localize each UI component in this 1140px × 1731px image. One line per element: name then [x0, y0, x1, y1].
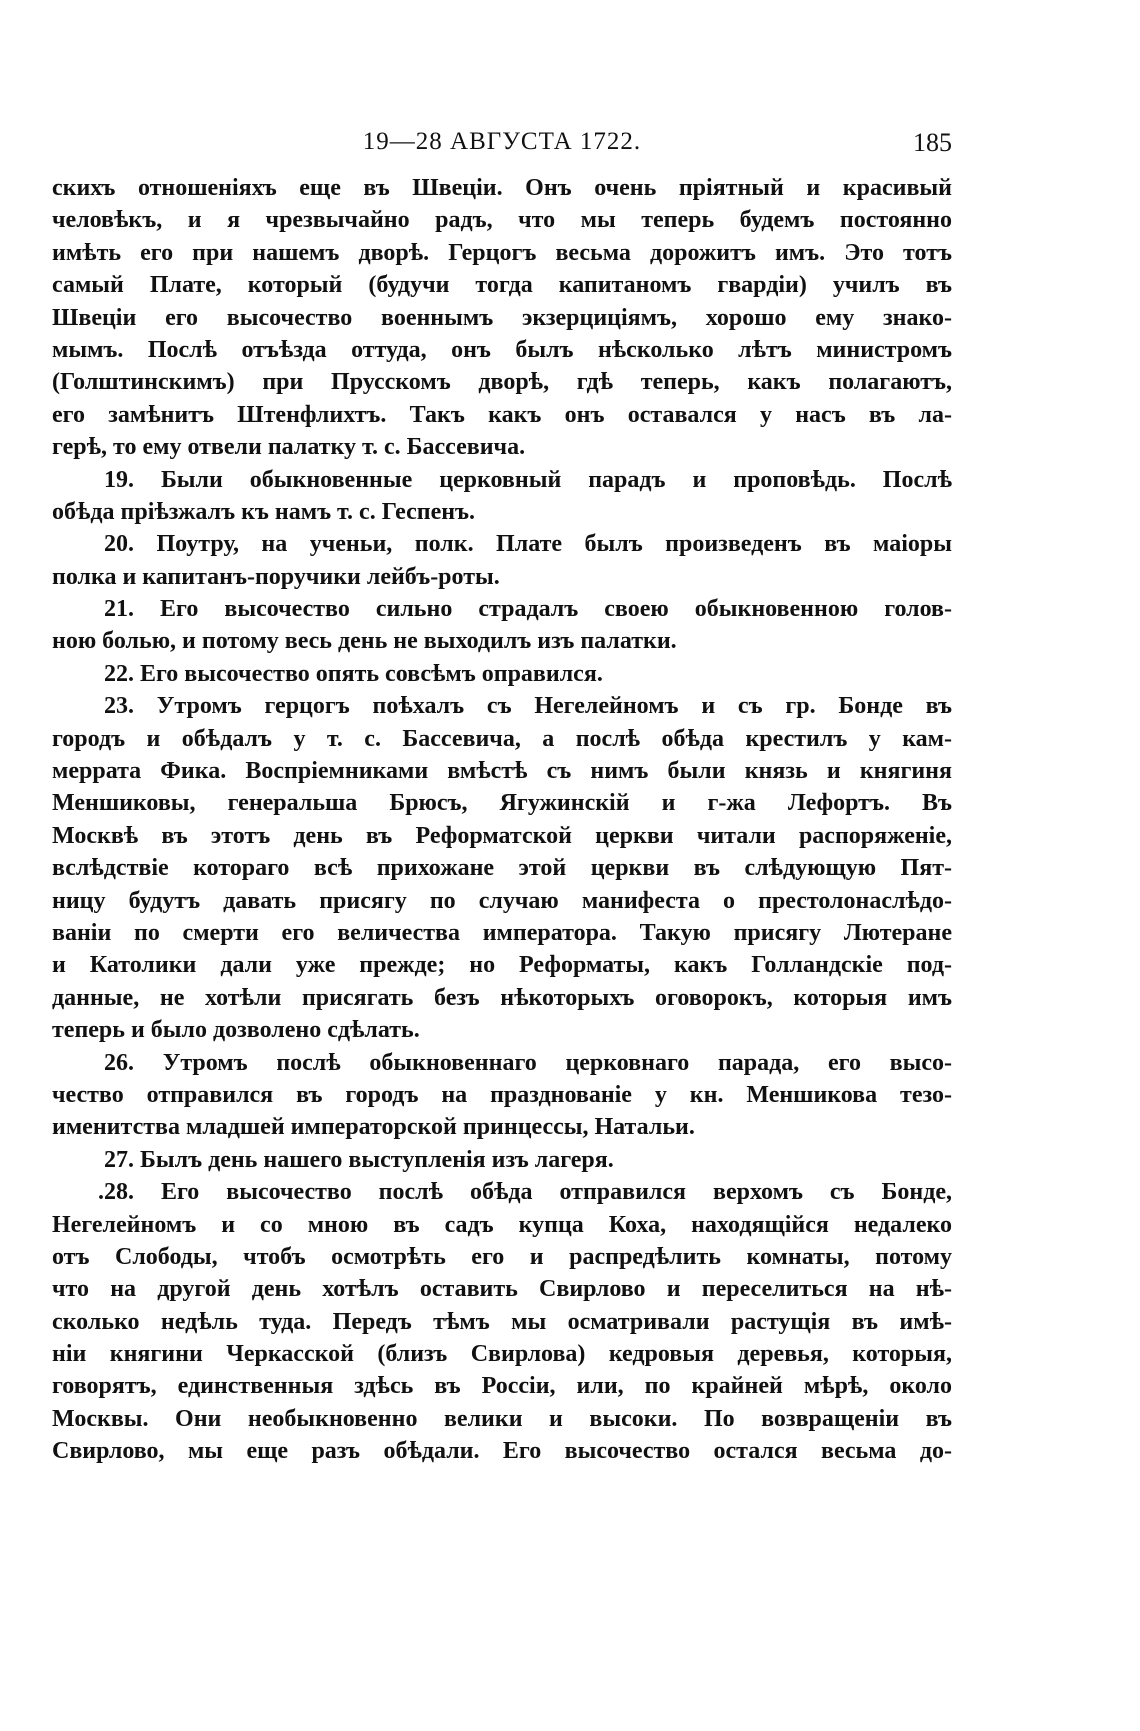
entry-28-start: .28. Его высочество послѣ обѣда отправился верхомъ съ Бонде, — [98, 1179, 952, 1206]
text-line: и Католики дали уже прежде; но Реформаты, какъ Голландскіе под- — [52, 952, 952, 979]
text-line: ною болью, и потому весь день не выходилъ изъ палатки. — [52, 628, 677, 655]
text-line: имѣть его при нашемъ дворѣ. Герцогъ весьма дорожитъ имъ. Это тотъ — [52, 239, 952, 266]
text-line: отъ Слободы, чтобъ осмотрѣть его и распредѣлить комнаты, потому — [52, 1243, 952, 1270]
text-line: чество отправился въ городъ на празднованіе у кн. Меншикова тезо- — [52, 1081, 952, 1108]
running-head — [52, 128, 952, 168]
text-line: вслѣдствіе котораго всѣ прихожане этой церкви въ слѣдующую Пят- — [52, 855, 952, 882]
text-line: данные, не хотѣли присягать безъ нѣкоторыхъ оговорокъ, которыя имъ — [52, 984, 952, 1011]
text-line: его замѣнитъ Штенфлихтъ. Такъ какъ онъ оставался у насъ въ ла- — [52, 401, 952, 428]
body-text — [52, 172, 952, 1468]
text-line: Свирлово, мы еще разъ обѣдали. Его высочество остался весьма до- — [52, 1438, 952, 1465]
text-line: именитства младшей императорской принцессы, Натальи. — [52, 1114, 695, 1141]
text-line: Меншиковы, генеральша Брюсъ, Ягужинскій и г-жа Лефортъ. Въ — [52, 790, 952, 817]
entry-23-start: 23. Утромъ герцогъ поѣхалъ съ Негелейномъ и съ гр. Бонде въ — [104, 693, 952, 720]
text-line: говорятъ, единственныя здѣсь въ Россіи, или, по крайней мѣрѣ, около — [52, 1373, 952, 1400]
text-line: скихъ отношеніяхъ еще въ Швеціи. Онъ очень пріятный и красивый — [52, 175, 952, 201]
entry-20-start: 20. Поутру, на ученьи, полк. Плате былъ произведенъ въ маіоры — [104, 531, 952, 558]
text-line: ніи княгини Черкасской (близъ Свирлова) кедровыя деревья, которыя, — [52, 1341, 952, 1368]
text-line: полка и капитанъ-поручики лейбъ-роты. — [52, 563, 500, 590]
entry-27: 27. Былъ день нашего выступленія изъ лагеря. — [104, 1146, 614, 1173]
text-line: что на другой день хотѣлъ оставить Свирлово и переселиться на нѣ- — [52, 1276, 952, 1303]
text-line: ваніи по смерти его величества императора. Такую присягу Лютеране — [52, 919, 952, 946]
text-line: сколько недѣль туда. Передъ тѣмъ мы осматривали растущія въ имѣ- — [52, 1308, 952, 1335]
text-line: (Голштинскимъ) при Прусскомъ дворѣ, гдѣ теперь, какъ полагаютъ, — [52, 369, 952, 396]
text-line: Негелейномъ и со мною въ садъ купца Коха, находящійся недалеко — [52, 1211, 952, 1238]
entry-21-start: 21. Его высочество сильно страдалъ своею обыкновенною голов- — [104, 596, 952, 623]
text-line: мымъ. Послѣ отъѣзда оттуда, онъ былъ нѣсколько лѣтъ министромъ — [52, 336, 952, 363]
text-line: городъ и обѣдалъ у т. с. Бассевича, а послѣ обѣда крестилъ у кам- — [52, 725, 952, 752]
text-line: самый Плате, который (будучи тогда капитаномъ гвардіи) училъ въ — [52, 272, 952, 299]
entry-19-start: 19. Были обыкновенные церковный парадъ и проповѣдь. Послѣ — [104, 466, 952, 493]
text-line: обѣда пріѣзжалъ къ намъ т. с. Геспенъ. — [52, 498, 476, 525]
running-title: 19—28 АВГУСТА 1722. — [362, 128, 642, 155]
text-line: меррата Фика. Воспріемниками вмѣстѣ съ нимъ были князь и княгиня — [52, 758, 952, 785]
text-line: человѣкъ, и я чрезвычайно радъ, что мы теперь будемъ постоянно — [52, 207, 952, 234]
text-line: теперь и было дозволено сдѣлать. — [52, 1017, 420, 1044]
text-line: герѣ, то ему отвели палатку т. с. Бассевича. — [52, 434, 526, 461]
text-line: ницу будутъ давать присягу по случаю манифеста о престолонаслѣдо- — [52, 887, 952, 914]
text-line: Москвы. Они необыкновенно велики и высоки. По возвращеніи въ — [52, 1405, 952, 1432]
text-line: Москвѣ въ этотъ день въ Реформатской церкви читали распоряженіе, — [52, 822, 952, 849]
text-line: Швеціи его высочество военнымъ экзерциціямъ, хорошо ему знако- — [52, 304, 952, 331]
entry-22: 22. Его высочество опять совсѣмъ оправился. — [104, 660, 603, 687]
page-number: 185 — [913, 128, 952, 157]
entry-26-start: 26. Утромъ послѣ обыкновеннаго церковнаго парада, его высо- — [104, 1049, 952, 1076]
